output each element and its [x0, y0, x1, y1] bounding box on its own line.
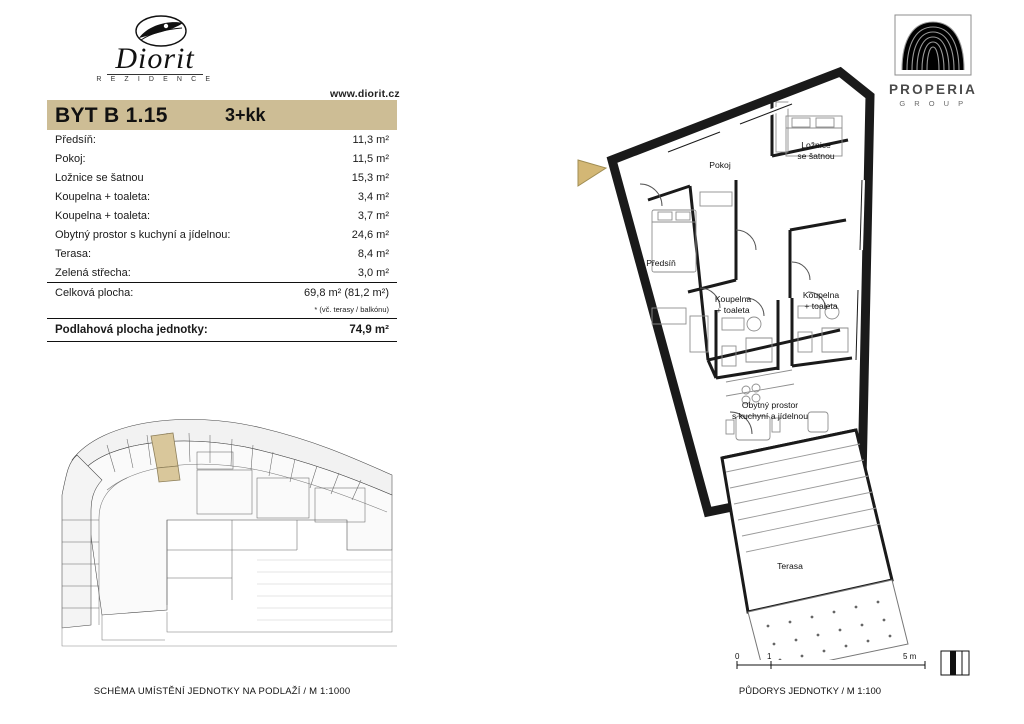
row-value: 11,5 m²: [352, 152, 389, 165]
properia-name: PROPERIA: [888, 82, 978, 97]
site-location-plan: [47, 400, 397, 665]
svg-text:5 m: 5 m: [903, 652, 917, 661]
svg-text:0: 0: [735, 652, 740, 661]
entrance-arrow-icon: [578, 160, 606, 186]
row-value: 3,7 m²: [357, 209, 389, 222]
table-row: [47, 263, 397, 283]
room-label-terasa: Terasa: [777, 561, 803, 571]
row-value: 24,6 m²: [351, 228, 389, 241]
room-label-koupelna-right: Koupelna + toaleta: [802, 290, 840, 311]
brand-divider: [107, 74, 203, 75]
room-label-pokoj: Pokoj: [709, 160, 731, 170]
row-value: 3,0 m²: [357, 266, 389, 279]
north-orientation-icon: [940, 650, 970, 676]
area-spec-table: [47, 130, 397, 302]
table-row-total: [47, 283, 397, 303]
room-label-loznice: Ložnice se šatnou: [797, 140, 835, 161]
table-row: [47, 130, 397, 149]
row-label: Koupelna + toaleta:: [55, 190, 151, 203]
row-value: 11,3 m²: [352, 133, 389, 146]
row-value: 3,4 m²: [357, 190, 389, 203]
table-row: [47, 206, 397, 225]
table-row: [47, 244, 397, 263]
table-row: [47, 168, 397, 187]
table-row: [47, 225, 397, 244]
row-label: Koupelna + toaleta:: [55, 209, 151, 222]
row-value: 15,3 m²: [351, 171, 389, 184]
room-label-predsin: Předsíň: [646, 258, 676, 268]
area-note: * (vč. terasy / balkónu): [314, 305, 389, 314]
total-value: 69,8 m² (81,2 m²): [273, 283, 397, 303]
table-row-floor-area: [47, 319, 397, 342]
unit-title-bar: [47, 100, 397, 130]
floor-area-label: Podlahová plocha jednotky:: [47, 319, 307, 342]
row-label: Předsíň:: [55, 133, 96, 146]
website-url: www.diorit.cz: [330, 88, 400, 100]
row-label: Zelená střecha:: [55, 266, 131, 279]
row-value: 8,4 m²: [357, 247, 389, 260]
brand-block: [55, 14, 255, 94]
unit-layout: 3+kk: [225, 105, 266, 125]
total-label: Celková plocha:: [47, 283, 273, 303]
svg-text:1: 1: [767, 652, 772, 661]
brand-name: Diorit: [115, 42, 195, 75]
table-row: [47, 149, 397, 168]
row-label: Ložnice se šatnou: [55, 171, 144, 184]
table-row: [47, 187, 397, 206]
brand-subtitle: R E Z I D E N C E: [96, 76, 214, 83]
row-label: Terasa:: [55, 247, 92, 260]
row-label: Obytný prostor s kuchyní a jídelnou:: [55, 228, 231, 241]
properia-subtitle: G R O U P: [899, 99, 967, 108]
room-label-koupelna-left: Koupelna + toaleta: [714, 294, 752, 315]
floor-area-table: [47, 318, 397, 342]
caption-floor-plan: PŮDORYS JEDNOTKY / M 1:100: [738, 686, 882, 697]
unit-code: BYT B 1.15: [55, 104, 168, 127]
caption-site-plan: SCHÉMA UMÍSTĚNÍ JEDNOTKY NA PODLAŽÍ / M 1:1000: [93, 686, 351, 697]
floor-area-value: 74,9 m²: [307, 319, 397, 342]
room-label-obytny-prostor: Obytný prostor s kuchyní a jídelnou: [732, 400, 808, 421]
scale-bar: [735, 650, 935, 676]
row-label: Pokoj:: [55, 152, 86, 165]
